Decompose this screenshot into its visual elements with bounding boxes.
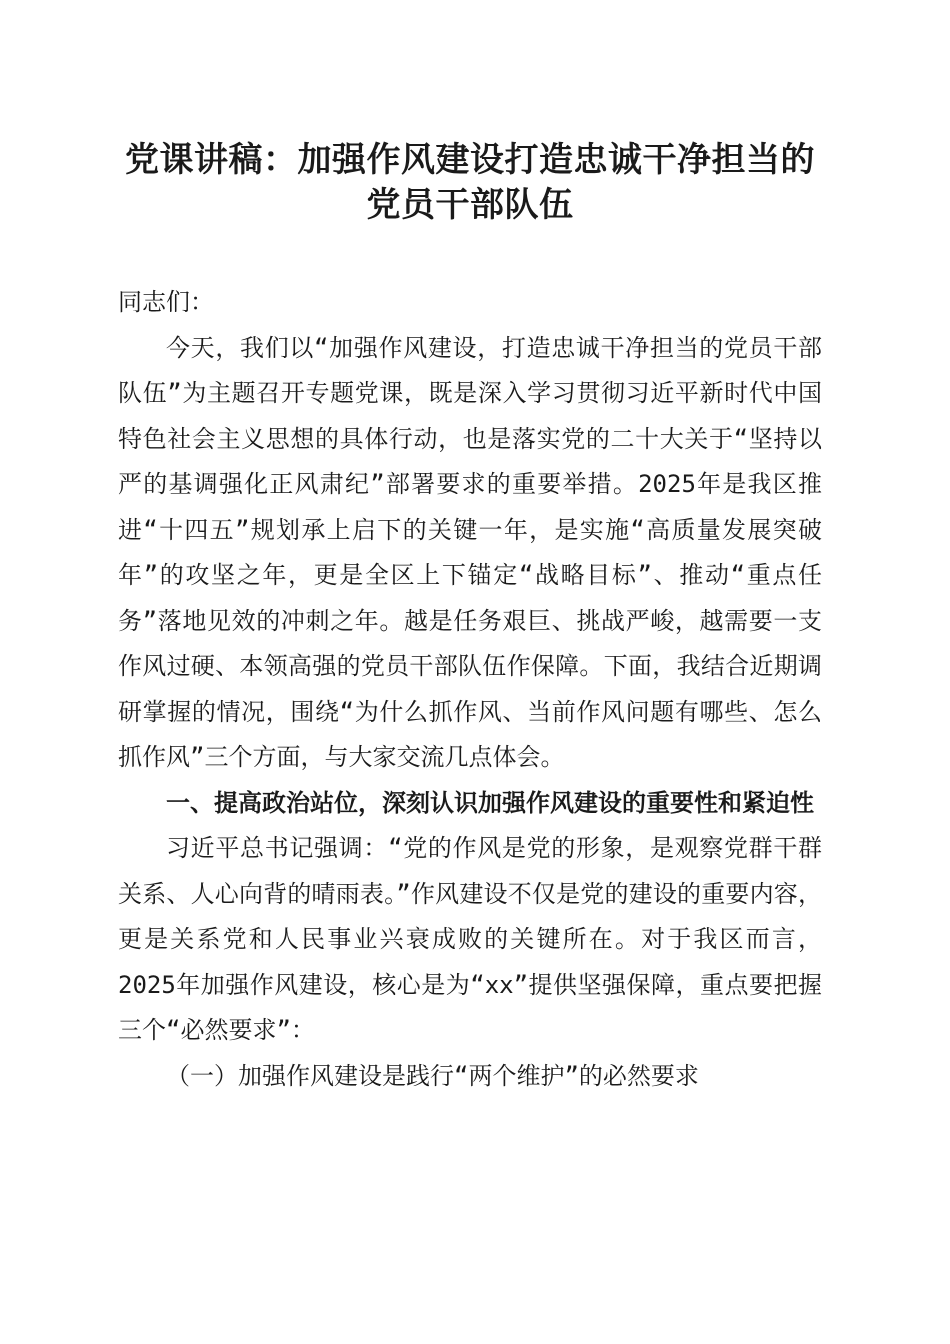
document-page	[118, 138, 822, 1099]
paragraph-intro: 今天，我们以“加强作风建设，打造忠诚干净担当的党员干部队伍”为主题召开专题党课，既是深入学习贯彻习近平新时代中国特色社会主义思想的具体行动，也是落实党的二十大关于“坚持以严的基调强化正风肃纪”部署要求的重要举措。2025年是我区推进“十四五”规划承上启下的关键一年，是实施“高质量发展突破年”的攻坚之年，更是全区上下锚定“战略目标”、推动“重点任务”落地见效的冲刺之年。越是任务艰巨、挑战严峻，越需要一支作风过硬、本领高强的党员干部队伍作保障。下面，我结合近期调研掌握的情况，围绕“为什么抓作风、当前作风问题有哪些、怎么抓作风”三个方面，与大家交流几点体会。	[118, 333, 822, 771]
title-line-1: 党课讲稿：加强作风建设打造忠诚干净担当的	[125, 140, 815, 180]
section-heading-1: 一、提高政治站位，深刻认识加强作风建设的重要性和紧迫性	[166, 788, 814, 817]
document-title	[118, 138, 822, 228]
title-line-2: 党员干部队伍	[366, 185, 574, 225]
greeting: 同志们：	[118, 288, 214, 316]
paragraph-section-1: 习近平总书记强调：“党的作风是党的形象，是观察党群干群关系、人心向背的晴雨表。”作风建设不仅是党的建设的重要内容，更是关系党和人民事业兴衰成败的关键所在。对于我区而言，2025年加强作风建设，核心是为“xx”提供坚强保障，重点要把握三个“必然要求”：	[118, 834, 822, 1044]
subsection-heading-1: （一）加强作风建设是践行“两个维护”的必然要求	[166, 1061, 699, 1090]
